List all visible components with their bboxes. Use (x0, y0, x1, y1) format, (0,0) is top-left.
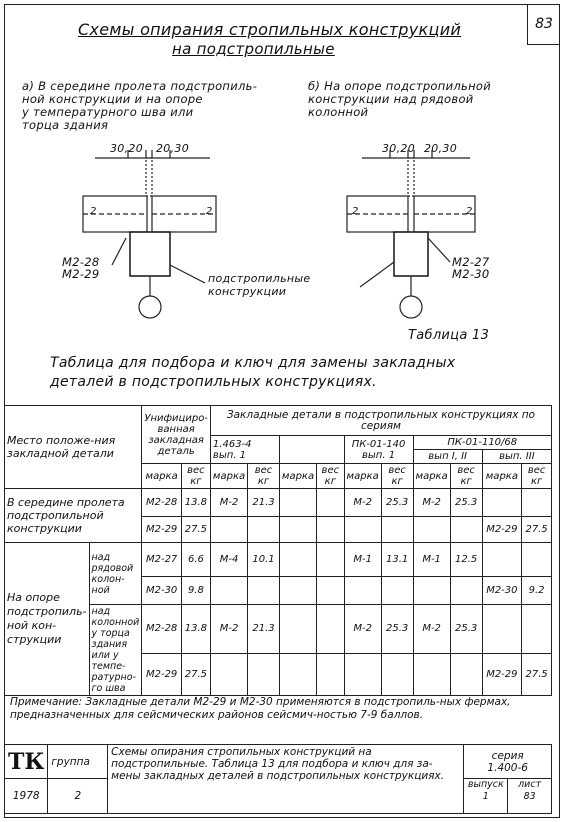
cell (522, 605, 552, 654)
cell: 25.3 (381, 605, 413, 654)
cell: 27.5 (181, 517, 210, 543)
dim-left-b: 30,20 (382, 142, 415, 155)
cell: М-4 (210, 543, 247, 577)
series-name: ПК-01-140 (351, 438, 406, 450)
cell (248, 517, 280, 543)
sheet-value: 83 (523, 791, 536, 802)
cell (279, 605, 316, 654)
series-header (344, 436, 413, 464)
caption-b-line: б) На опоре подстропильной (308, 79, 492, 93)
cell (450, 653, 482, 695)
title-block (4, 744, 552, 814)
cut-mark-b: 2 (466, 206, 473, 217)
cell: 27.5 (181, 653, 210, 695)
marks-a (62, 256, 100, 280)
cell (248, 653, 280, 695)
col-mark: марка (279, 464, 316, 489)
cell: 21.3 (248, 605, 280, 654)
cell (450, 517, 482, 543)
issue-sheet-row (464, 779, 551, 813)
col-weight: вес кг (381, 464, 413, 489)
cell (413, 653, 450, 695)
callout-line: подстропильные (208, 272, 311, 285)
series-issue: вып. 1 (362, 449, 396, 461)
caption-a-line: а) В середине пролета подстропиль- (22, 79, 258, 93)
cell: М2-28 (142, 605, 182, 654)
mark-label: М2-29 (62, 267, 100, 281)
sheet-cell (508, 779, 551, 813)
cell: М2-30 (142, 577, 182, 605)
cell: 13.1 (381, 543, 413, 577)
cell: 12.5 (450, 543, 482, 577)
cell: М2-28 (142, 489, 182, 517)
row-sublabel-end: над колонной у торца здания или у темпе-ратурно-го шва (89, 605, 142, 696)
cell (279, 577, 316, 605)
cell (482, 543, 522, 577)
cell (317, 489, 344, 517)
table-row (5, 543, 552, 577)
cell: 9.8 (181, 577, 210, 605)
col-mark: марка (482, 464, 522, 489)
cell (381, 577, 413, 605)
series-value: 1.400-6 (487, 761, 528, 774)
series-issues (414, 450, 551, 463)
header-unified: Унифициро-ванная закладная деталь (142, 406, 211, 464)
cell (279, 517, 316, 543)
series-header (210, 436, 279, 464)
caption-a-line: ной конструкции и на опоре (22, 92, 203, 106)
year: 1978 (5, 779, 48, 814)
row-label-support: На опоре подстропиль-ной кон-струкции (5, 543, 90, 696)
cell: М2-29 (482, 653, 522, 695)
callout-line: конструкции (208, 285, 287, 298)
col-weight: вес кг (248, 464, 280, 489)
cell (482, 605, 522, 654)
tk-logo: ТК (5, 745, 48, 779)
series-header-empty (279, 436, 344, 464)
page-number: 83 (527, 4, 560, 45)
sheet-label: лист (518, 779, 542, 790)
caption-a-line: торца здания (22, 118, 109, 132)
cell: 21.3 (248, 489, 280, 517)
col-mark: марка (413, 464, 450, 489)
series-issue: вып. 1 (212, 449, 246, 461)
cell: 25.3 (450, 605, 482, 654)
marks-b (452, 256, 490, 280)
issue-label: выпуск (467, 779, 504, 790)
callout-label (208, 272, 310, 298)
cell (317, 543, 344, 577)
series-name: ПК-01-110/68 (414, 436, 551, 450)
cell (522, 489, 552, 517)
cell: 13.8 (181, 605, 210, 654)
cell (522, 543, 552, 577)
col-weight: вес кг (450, 464, 482, 489)
cell (413, 517, 450, 543)
cell: М-2 (210, 605, 247, 654)
table-title (50, 354, 455, 392)
cell: М-1 (413, 543, 450, 577)
table-label: Таблица 13 (408, 328, 490, 343)
mark-label: М2-30 (452, 267, 490, 281)
page-title-line2: на подстропильные (172, 40, 335, 58)
cell (482, 489, 522, 517)
cut-mark-a: 2 (90, 206, 97, 217)
row-sublabel-column: над рядовой колон-ной (89, 543, 142, 605)
cell: 25.3 (381, 489, 413, 517)
cell: М-2 (344, 605, 381, 654)
group-value: 2 (48, 779, 108, 814)
footnote: Примечание: Закладные детали М2-29 и М2-30 применяются в подстропиль-ных фермах, предназначенных для сейсмических районов сейсмич-ностью 7-9 баллов. (10, 696, 511, 721)
cell: 27.5 (522, 517, 552, 543)
cell: М-2 (413, 605, 450, 654)
cell (413, 577, 450, 605)
cell (317, 577, 344, 605)
page-title-line1: Схемы опирания стропильных конструкций (78, 20, 462, 39)
col-mark: марка (210, 464, 247, 489)
cell: М2-30 (482, 577, 522, 605)
cell: М2-29 (142, 517, 182, 543)
series-label: серия (491, 749, 524, 762)
replacement-table (4, 405, 552, 696)
issue-cell (464, 779, 508, 813)
cell (279, 489, 316, 517)
cell: М-2 (344, 489, 381, 517)
stamp-description: Схемы опирания стропильных конструкций на подстропильные. Таблица 13 для подбора и ключ для за-мены закладных деталей в подстропильных конструкциях. (108, 745, 464, 814)
cell (344, 577, 381, 605)
cell: М-1 (344, 543, 381, 577)
cut-mark-a: 2 (206, 206, 213, 217)
cell (317, 653, 344, 695)
cell (317, 605, 344, 654)
cell (381, 653, 413, 695)
col-weight: вес кг (317, 464, 344, 489)
cell: М2-29 (482, 517, 522, 543)
cell (248, 577, 280, 605)
caption-b-line: конструкции над рядовой (308, 92, 474, 106)
cell (210, 577, 247, 605)
caption-b-line: колонной (308, 105, 369, 119)
cell (279, 653, 316, 695)
dim-right-b: 20,30 (424, 142, 457, 155)
cell: М-2 (210, 489, 247, 517)
cut-mark-b: 2 (352, 206, 359, 217)
issue-value: 1 (482, 791, 489, 802)
header-place: Место положе-ния закладной детали (5, 406, 142, 489)
cell (381, 517, 413, 543)
cell: М-2 (413, 489, 450, 517)
cell (210, 517, 247, 543)
table-title-line: Таблица для подбора и ключ для замены закладных (50, 355, 456, 371)
col-mark: марка (142, 464, 182, 489)
table-title-line: деталей в подстропильных конструкциях. (50, 374, 377, 390)
cell: 27.5 (522, 653, 552, 695)
cell (344, 517, 381, 543)
cell: 6.6 (181, 543, 210, 577)
series-name: 1.463-4 (212, 438, 252, 450)
col-weight: вес кг (181, 464, 210, 489)
col-mark: марка (344, 464, 381, 489)
series-issue: вып. III (499, 451, 535, 462)
table-row (5, 489, 552, 517)
cell: М2-29 (142, 653, 182, 695)
issue-sheet-cell (464, 779, 552, 814)
mark-label: М2-28 (62, 255, 100, 269)
mark-label: М2-27 (452, 255, 490, 269)
series-issue: вып I, II (414, 450, 483, 463)
dim-left-a: 30,20 (110, 142, 143, 155)
cell: 13.8 (181, 489, 210, 517)
dim-right-a: 20,30 (156, 142, 189, 155)
cell: М2-27 (142, 543, 182, 577)
cell: 10.1 (248, 543, 280, 577)
cell: 9.2 (522, 577, 552, 605)
cell (317, 517, 344, 543)
cell (210, 653, 247, 695)
col-weight: вес кг (522, 464, 552, 489)
header-series-group: Закладные детали в подстропильных конструкциях по сериям (210, 406, 551, 436)
cell (279, 543, 316, 577)
group-label: группа (48, 745, 108, 779)
row-label-middle: В середине пролета подстропильной конструкции (5, 489, 142, 543)
caption-a-line: у температурного шва или (22, 105, 194, 119)
cell (450, 577, 482, 605)
cell (344, 653, 381, 695)
series-cell (464, 745, 552, 779)
series-header-group (413, 436, 551, 464)
cell: 25.3 (450, 489, 482, 517)
